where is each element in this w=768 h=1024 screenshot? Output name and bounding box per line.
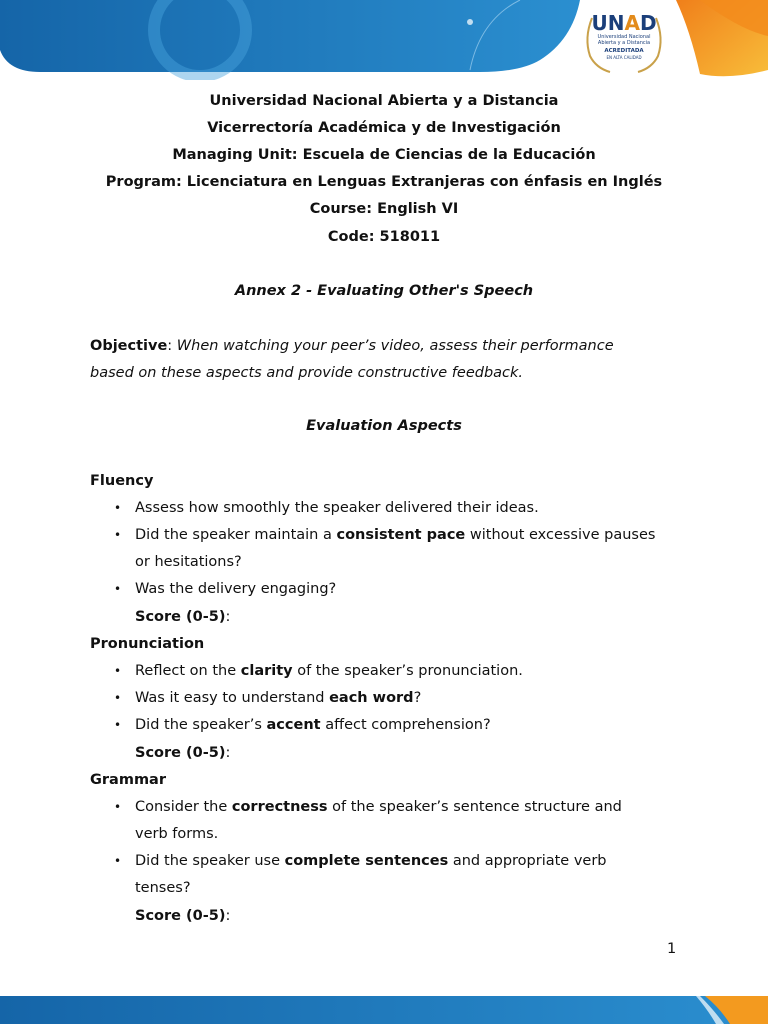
unad-logo <box>582 8 666 74</box>
annex-title: Annex 2 - Evaluating Other's Speech <box>234 283 534 299</box>
section-title-grammar: Grammar <box>90 772 166 788</box>
vicerrectoria-line: Vicerrectoría Académica y de Investigación <box>207 120 561 136</box>
laurel-icon <box>582 8 666 74</box>
program-line: Program: Licenciatura en Lenguas Extranjeras con énfasis en Inglés <box>105 174 663 190</box>
logo-accreditation-sub: EN ALTA CALIDAD <box>606 55 642 60</box>
section-title-fluency: Fluency <box>90 473 154 489</box>
objective-text-line2: based on these aspects and provide constructive feedback. <box>90 365 524 381</box>
section-title-pronunciation: Pronunciation <box>90 636 205 652</box>
logo-accreditation: ACREDITADA <box>604 48 644 54</box>
score-pronunciation: Score (0-5): <box>135 745 231 761</box>
objective-paragraph: Objective: When watching your peer’s video, assess their performance based on these aspects and provide constructive feedback. <box>90 338 614 381</box>
list-item: • Was it easy to understand each word? <box>114 690 422 706</box>
score-fluency: Score (0-5): <box>135 609 231 625</box>
code-line: Code: 518011 <box>327 229 441 245</box>
list-item: • Did the speaker’s accent affect comprehension? <box>114 717 491 733</box>
score-grammar: Score (0-5): <box>135 908 231 924</box>
objective-label: Objective <box>90 338 168 354</box>
list-item: • Reflect on the clarity of the speaker’s pronunciation. <box>114 663 523 679</box>
logo-wordmark: UNAD <box>591 11 657 35</box>
list-item: • Did the speaker maintain a consistent pace without excessive pauses or hesitations? <box>114 527 656 570</box>
list-item: • Consider the correctness of the speaker’s sentence structure and verb forms. <box>114 799 622 842</box>
footer-banner <box>0 994 768 1024</box>
university-name: Universidad Nacional Abierta y a Distancia <box>209 93 559 109</box>
list-item: • Was the delivery engaging? <box>114 581 337 597</box>
list-item: • Did the speaker use complete sentences and appropriate verb tenses? <box>114 853 607 896</box>
list-item: • Assess how smoothly the speaker delivered their ideas. <box>114 500 539 516</box>
logo-line1: Universidad Nacional <box>597 34 651 40</box>
logo-line2: Abierta y a Distancia <box>597 40 651 46</box>
page-number: 1 <box>667 941 677 957</box>
aspects-title: Evaluation Aspects <box>306 418 462 434</box>
course-line: Course: English VI <box>309 201 459 217</box>
managing-unit-line: Managing Unit: Escuela de Ciencias de la Educación <box>172 147 596 163</box>
objective-text-line1: When watching your peer’s video, assess their performance <box>176 338 614 354</box>
